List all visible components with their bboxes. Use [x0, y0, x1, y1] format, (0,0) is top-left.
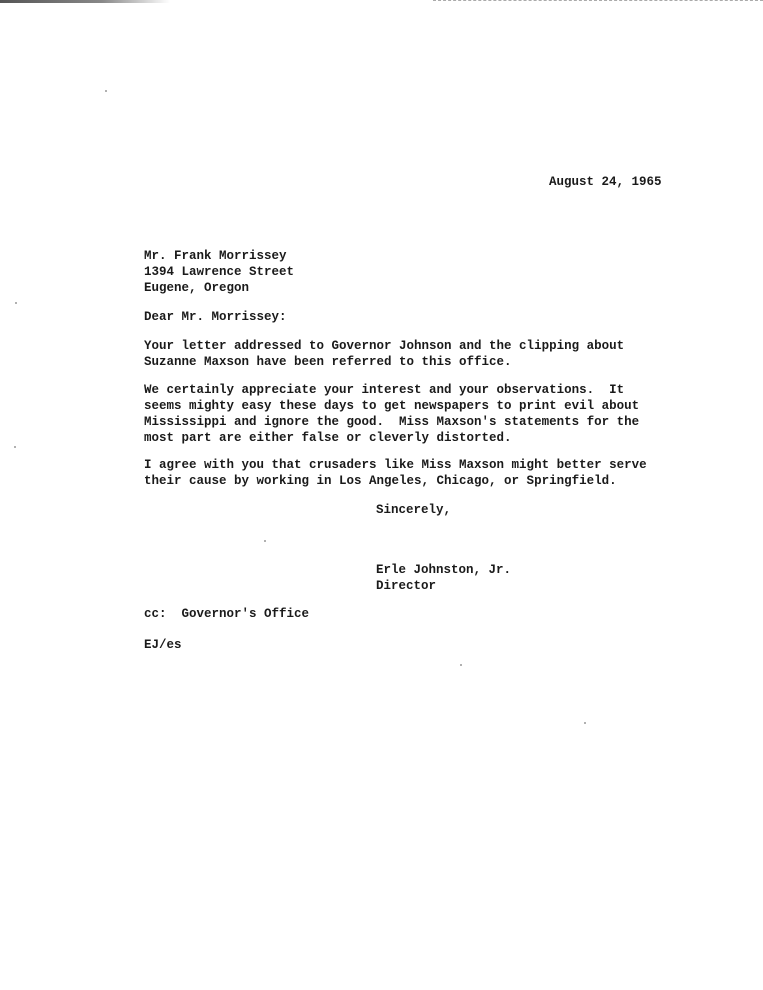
scan-edge-dots	[433, 0, 763, 3]
scan-speck	[264, 540, 266, 542]
salutation: Dear Mr. Morrissey:	[144, 310, 287, 324]
paragraph-line: Mississippi and ignore the good. Miss Maxson's statements for the	[144, 415, 640, 429]
paragraph-line: their cause by working in Los Angeles, Chicago, or Springfield.	[144, 474, 617, 488]
letter-date: August 24, 1965	[549, 175, 662, 189]
body-paragraph-3	[144, 457, 664, 489]
reference-initials: EJ/es	[144, 638, 182, 652]
paragraph-line: seems mighty easy these days to get newspapers to print evil about	[144, 399, 640, 413]
recipient-city: Eugene, Oregon	[144, 281, 250, 295]
scan-speck	[15, 302, 17, 304]
recipient-address	[144, 248, 294, 296]
scan-speck	[584, 722, 586, 724]
signer-name: Erle Johnston, Jr.	[376, 563, 512, 577]
recipient-street: 1394 Lawrence Street	[144, 265, 295, 279]
paragraph-line: Your letter addressed to Governor Johnson and the clipping about	[144, 339, 625, 353]
scan-speck	[14, 446, 16, 448]
paragraph-line: most part are either false or cleverly distorted.	[144, 431, 512, 445]
body-paragraph-1	[144, 338, 664, 370]
body-paragraph-2	[144, 382, 664, 446]
recipient-name: Mr. Frank Morrissey	[144, 249, 287, 263]
scan-speck	[105, 90, 107, 92]
closing: Sincerely,	[376, 503, 452, 517]
paragraph-line: Suzanne Maxson have been referred to this office.	[144, 355, 512, 369]
signature-block	[376, 562, 511, 594]
carbon-copy: cc: Governor's Office	[144, 607, 310, 621]
scan-edge-mark	[0, 0, 170, 3]
paragraph-line: I agree with you that crusaders like Miss Maxson might better serve	[144, 458, 647, 472]
signer-title: Director	[376, 579, 437, 593]
paragraph-line: We certainly appreciate your interest and your observations. It	[144, 383, 625, 397]
scan-speck	[460, 664, 462, 666]
